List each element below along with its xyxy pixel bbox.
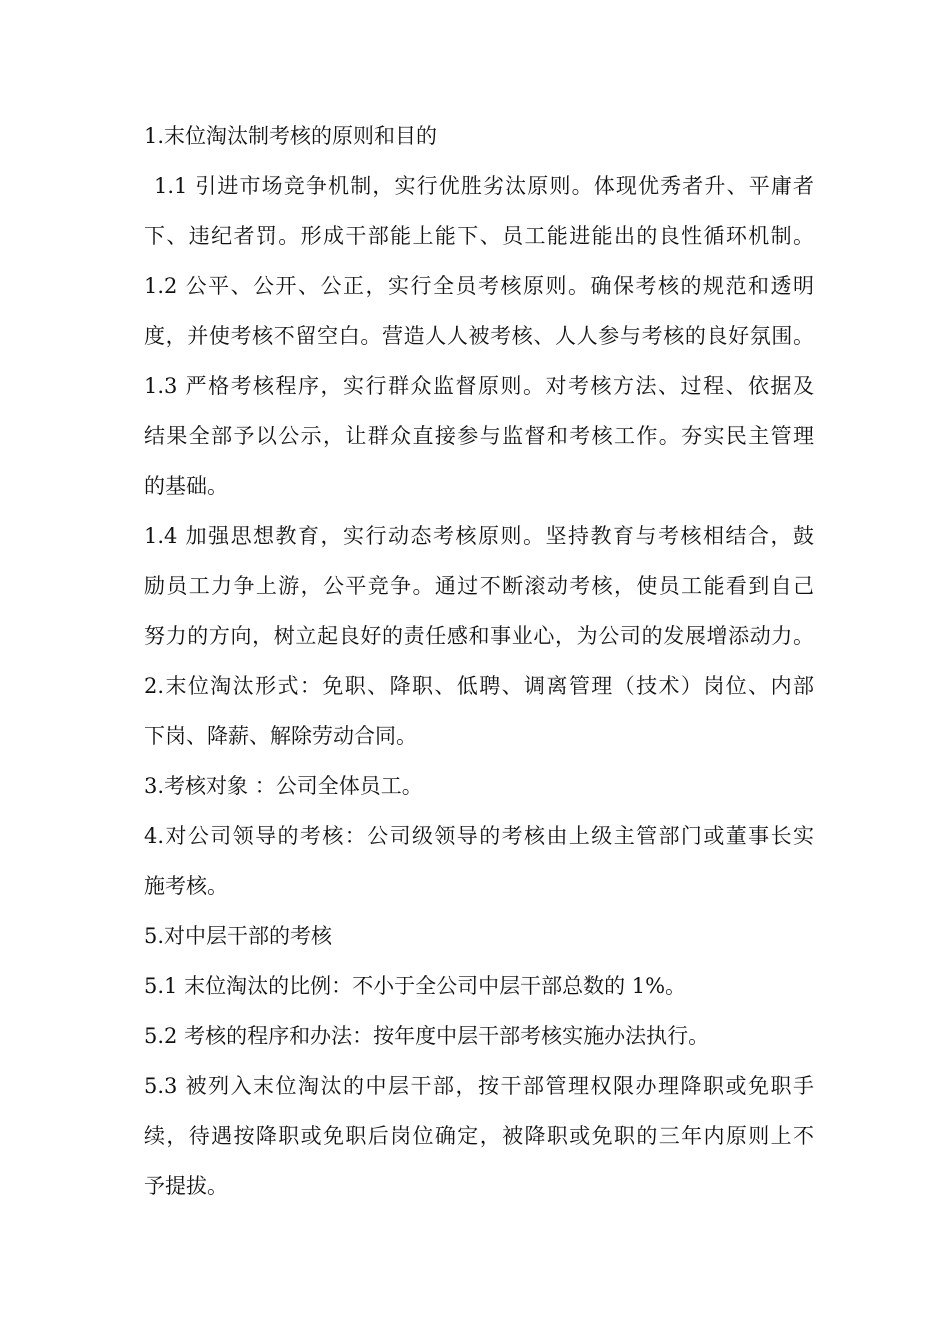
paragraph-line: 1.4 加强思想教育，实行动态考核原则。坚持教育与考核相结合，鼓	[144, 524, 814, 548]
paragraph-line: 度，并使考核不留空白。营造人人被考核、人人参与考核的良好氛围。	[144, 324, 814, 348]
paragraph-line: 努力的方向，树立起良好的责任感和事业心，为公司的发展增添动力。	[144, 624, 814, 648]
paragraph-line: 予提拔。	[144, 1174, 228, 1198]
paragraph-line: 5.3 被列入末位淘汰的中层干部，按干部管理权限办理降职或免职手	[144, 1074, 814, 1098]
section-heading-3: 3.考核对象 ：公司全体员工。	[144, 774, 423, 798]
paragraph-line: 下岗、降薪、解除劳动合同。	[144, 724, 417, 748]
paragraph-line: 施考核。	[144, 874, 228, 898]
paragraph-line: 结果全部予以公示，让群众直接参与监督和考核工作。夯实民主管理	[144, 424, 814, 448]
paragraph-line: 1.1 引进市场竞争机制，实行优胜劣汰原则。体现优秀者升、平庸者	[154, 174, 814, 198]
paragraph-line: 1.3 严格考核程序，实行群众监督原则。对考核方法、过程、依据及	[144, 374, 814, 398]
document-body	[144, 111, 814, 1211]
section-heading-1: 1.末位淘汰制考核的原则和目的	[144, 124, 438, 148]
paragraph-line: 续，待遇按降职或免职后岗位确定，被降职或免职的三年内原则上不	[144, 1124, 814, 1148]
section-heading-2: 2.末位淘汰形式：免职、降职、低聘、调离管理（技术）岗位、内部	[144, 674, 814, 698]
paragraph-line: 5.2 考核的程序和办法：按年度中层干部考核实施办法执行。	[144, 1024, 710, 1048]
section-heading-5: 5.对中层干部的考核	[144, 924, 333, 948]
paragraph-line: 1.2 公平、公开、公正，实行全员考核原则。确保考核的规范和透明	[144, 274, 814, 298]
paragraph-line: 的基础。	[144, 474, 228, 498]
section-heading-4: 4.对公司领导的考核：公司级领导的考核由上级主管部门或董事长实	[144, 824, 814, 848]
paragraph-line: 下、违纪者罚。形成干部能上能下、员工能进能出的良性循环机制。	[144, 224, 814, 248]
paragraph-line: 励员工力争上游，公平竞争。通过不断滚动考核，使员工能看到自己	[144, 574, 814, 598]
paragraph-line: 5.1 末位淘汰的比例：不小于全公司中层干部总数的 1%。	[144, 974, 687, 998]
